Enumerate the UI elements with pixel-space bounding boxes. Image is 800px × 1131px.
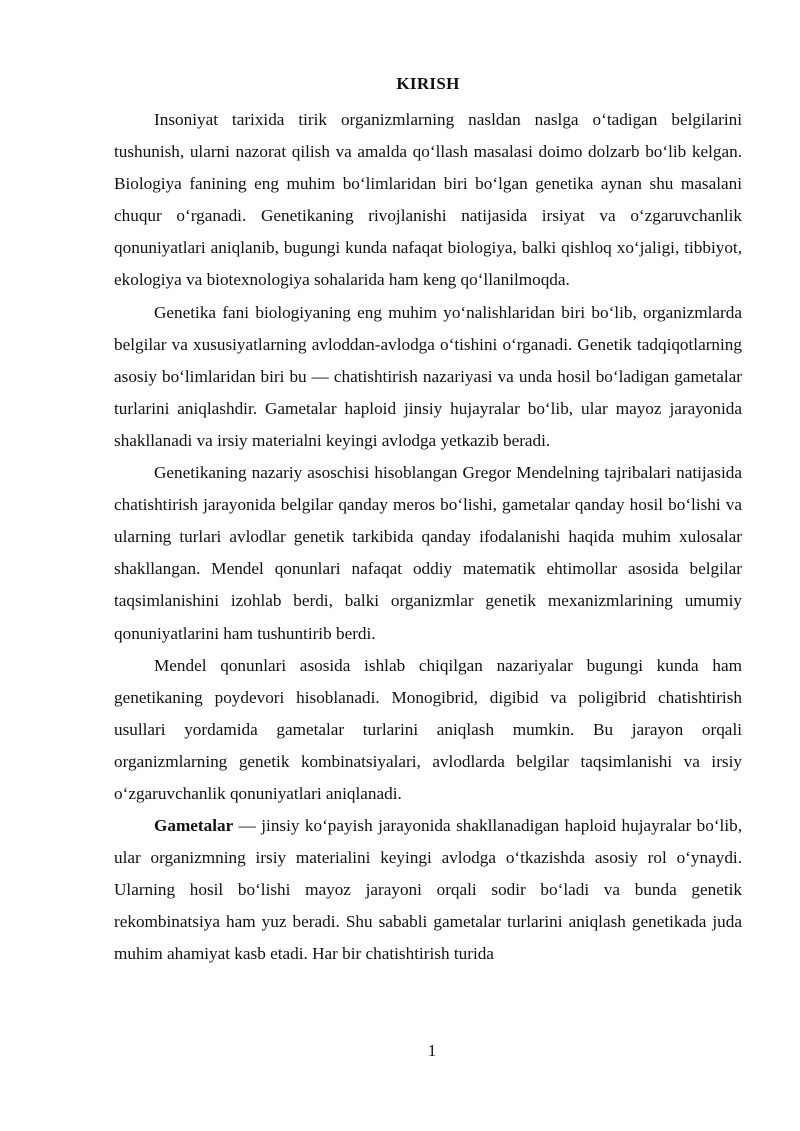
paragraph-2: Genetika fani biologiyaning eng muhim yo‘nalishlaridan biri bo‘lib, organizmlarda belgilar va xususiyatlarning avloddan-avlodga o‘tishini o‘rganadi. Genetik tadqiqotlarning asosiy bo‘limlaridan biri bu — chatishtirish nazariyasi va unda hosil bo‘ladigan gametalar turlarini aniqlashdir. Gametalar haploid jinsiy hujayralar bo‘lib, ular mayoz jarayonida shakllanadi va irsiy materialni keyingi avlodga yetkazib beradi. [114, 302, 742, 450]
paragraph-4: Mendel qonunlari asosida ishlab chiqilgan nazariyalar bugungi kunda ham genetikaning poydevori hisoblanadi. Monogibrid, digibid va poligibrid chatishtirish usullari yordamida gametalar turlarini aniqlash mumkin. Bu jarayon orqali organizmlarning genetik kombinatsiyalari, avlodlarda belgilar taqsimlanishi va irsiy o‘zgaruvchanlik qonuniyatlari aniqlanadi. [114, 655, 742, 803]
paragraph-5 [114, 810, 742, 970]
paragraph-3: Genetikaning nazariy asoschisi hisoblangan Gregor Mendelning tajribalari natijasida chatishtirish jarayonida belgilar qanday meros bo‘lishi, gametalar qanday hosil bo‘lishi va ularning turlari avlodlar genetik tarkibida qanday ifodalanishi haqida muhim xulosalar shakllangan. Mendel qonunlari nafaqat oddiy matematik ehtimollar asosida belgilar taqsimlanishini izohlab berdi, balki organizmlar genetik mexanizmlarining umumiy qonuniyatlarini ham tushuntirib berdi. [114, 463, 742, 643]
paragraph-1: Insoniyat tarixida tirik organizmlarning nasldan naslga o‘tadigan belgilarini tushunish, ularni nazorat qilish va amalda qo‘llash masalasi doimo dolzarb bo‘lib kelgan. Biologiya fanining eng muhim bo‘limlaridan biri bo‘lgan genetika aynan shu masalani chuqur o‘rganadi. Genetikaning rivojlanishi natijasida irsiyat va o‘zgaruvchanlik qonuniyatlari aniqlanib, bugungi kunda nafaqat biologiya, balki qishloq xo‘jaligi, tibbiyot, ekologiya va biotexnologiya sohalarida ham keng qo‘llanilmoqda. [114, 110, 742, 290]
page-number: 1 [427, 1041, 437, 1060]
bold-term: Gametalar [154, 816, 234, 836]
body-text [114, 104, 742, 971]
paragraph-5-text: — jinsiy ko‘payish jarayonida shakllanadigan haploid hujayralar bo‘lib, ular organizmning irsiy materialini keyingi avlodga o‘tkazishda asosiy rol o‘ynaydi. Ularning hosil bo‘lishi mayoz jarayoni orqali sodir bo‘ladi va bunda genetik rekombinatsiya ham yuz beradi. Shu sababli gametalar turlarini aniqlash genetikada juda muhim ahamiyat kasb etadi. Har bir chatishtirish turida [114, 816, 742, 964]
page-title: KIRISH [396, 74, 460, 93]
